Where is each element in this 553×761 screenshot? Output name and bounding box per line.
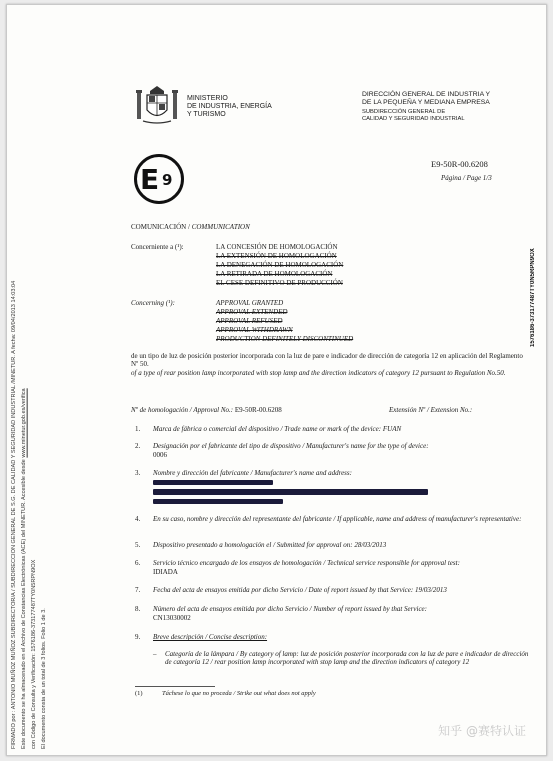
e-mark-icon	[133, 153, 185, 205]
item-9-number: 9.	[135, 633, 141, 641]
side-archive-text: Este documento se ha almacenado en el Archivo de Constancias Electrónicas (ACE) del MINETUR. Accesible desde	[21, 459, 27, 749]
item-4-number: 4.	[135, 515, 141, 523]
signature-side-text	[9, 9, 49, 749]
option-refused-en: APPROVAL REFUSED	[216, 317, 283, 325]
option-withdrawn-en: APPROVAL WITHDRAWN	[216, 326, 293, 334]
option-granted-en: APPROVAL GRANTED	[216, 299, 284, 307]
item-7-number: 7.	[135, 586, 141, 594]
item-3-label: Nombre y dirección del fabricante / Manufacturer's name and address:	[153, 469, 352, 477]
communication-heading: COMUNICACIÓN / COMMUNICATION	[131, 223, 250, 231]
item-5: Dispositivo presentado a homologación el / Submitted for approval on: 28/03/2013	[153, 541, 387, 549]
side-line-folios: El documento consta de un total de 3 folios. Folio 1 de 3.	[41, 608, 47, 749]
footnote-divider	[135, 686, 215, 687]
option-extension: LA EXTENSIÓN DE HOMOLOGACIÓN	[216, 252, 337, 260]
redacted-manufacturer-address	[153, 489, 428, 495]
ministry-name: MINISTERIO DE INDUSTRIA, ENERGÍA Y TURISMO	[187, 95, 272, 118]
item-8-value: CN13030002	[153, 614, 191, 622]
concise-description: Categoría de la lámpara / By category of lamp: luz de posición posterior incorporada con la luz de pare e indicador de dirección de categoría 12 / rear position lamp incorporated with stop lamp and the direction indicators of category 12	[165, 650, 529, 666]
option-withdrawal: LA RETIRADA DE HOMOLOGACIÓN	[216, 270, 333, 278]
item-6-label: Servicio técnico encargado de los ensayos de homologación / Technical service responsible for approval test:	[153, 559, 460, 567]
side-line-code: con Código de Consulta y Verificación: 1576186-373177487TY0N5RPN9OX	[31, 559, 37, 749]
option-extended-en: APPROVAL EXTENDED	[216, 308, 288, 316]
item-2-label: Designación por el fabricante del tipo de dispositivo / Manufacturer's name for the type of device:	[153, 442, 429, 450]
option-discontinued-en: PRODUCTION DEFINITELY DISCONTINUED	[216, 335, 354, 343]
redacted-manufacturer-name	[153, 480, 273, 485]
footnote-mark: (1)	[135, 690, 143, 697]
reference-number: E9-50R-00.6208	[431, 159, 488, 169]
item-5-number: 5.	[135, 541, 141, 549]
intro-es: de un tipo de luz de posición posterior incorporada con la luz de pare e indicador de dirección de categoría 12 en aplicación del Reglamento Nº 50.	[131, 352, 523, 368]
approval-number: Nº de homologación / Approval No.: E9-50R-00.6208	[131, 406, 282, 414]
item-3-number: 3.	[135, 469, 141, 477]
footnote-text: Táchese lo que no proceda / Strike out what does not apply	[162, 690, 316, 697]
side-line-signed: FIRMADO por : ANTONIO MUÑOZ MUÑOZ SUBDIRECTOR/A / SUBDIRECCION GENERAL DE S.G. DE CALIDAD Y SEGURIDAD INDUSTRIAL /MINETUR. A fecha: 09/04/2013 14:03:04	[11, 280, 17, 749]
option-grant: LA CONCESIÓN DE HOMOLOGACIÓN	[216, 243, 338, 251]
verify-link[interactable]: www.minetur.gob.es/verifica	[21, 388, 27, 458]
page-number: Página / Page 1/3	[441, 174, 492, 182]
watermark: 知乎 @赛特认证	[438, 724, 526, 738]
item-1: Marca de fábrica o comercial del dispositivo / Trade name or mark of the device: FUAN	[153, 425, 402, 433]
intro-en: of a type of rear position lamp incorporated with stop lamp and the direction indicators of category 12 pursuant to Regulation No.50.	[131, 369, 506, 377]
emark-letter: E	[140, 163, 160, 196]
concerning-label: Concerniente a (¹):	[131, 243, 184, 251]
option-discontinued: EL CESE DEFINITIVO DE PRODUCCIÓN	[216, 279, 343, 287]
item-4-label: En su caso, nombre y dirección del representante del fabricante / If applicable, name and address of manufacturer's representative:	[153, 515, 522, 523]
item-7: Fecha del acta de ensayos emitida por dicho Servicio / Date of report issued by that Service: 19/03/2013	[153, 586, 447, 594]
item-9-label: Breve descripción / Concise description:	[153, 633, 268, 641]
bullet-dash: –	[153, 650, 157, 658]
item-6-value: IDIADA	[153, 568, 178, 576]
item-2-number: 2.	[135, 442, 141, 450]
item-6-number: 6.	[135, 559, 141, 567]
verification-code: 1576186-373177487TY0N5RPN9OX	[530, 248, 536, 347]
side-line-archive	[19, 9, 29, 749]
coat-of-arms-icon	[135, 85, 179, 125]
item-8-number: 8.	[135, 605, 141, 613]
item-8-label: Número del acta de ensayos emitida por dicho Servicio / Number of report issued by that Service:	[153, 605, 427, 613]
redacted-manufacturer-country	[153, 499, 283, 504]
extension-number-label: Extensión Nº / Extension No.:	[389, 406, 473, 414]
directorate-name: DIRECCIÓN GENERAL DE INDUSTRIA Y DE LA PEQUEÑA Y MEDIANA EMPRESA SUBDIRECCIÓN GENERAL DE CALIDAD Y SEGURIDAD INDUSTRIAL	[362, 91, 491, 122]
item-2-value: 0006	[153, 451, 167, 459]
emark-number: 9	[162, 171, 173, 189]
option-refusal: LA DENEGACIÓN DE HOMOLOGACIÓN	[216, 261, 344, 269]
item-1-number: 1.	[135, 425, 141, 433]
document-page	[6, 4, 547, 756]
concerning-label-en: Concerning (¹):	[131, 299, 175, 307]
